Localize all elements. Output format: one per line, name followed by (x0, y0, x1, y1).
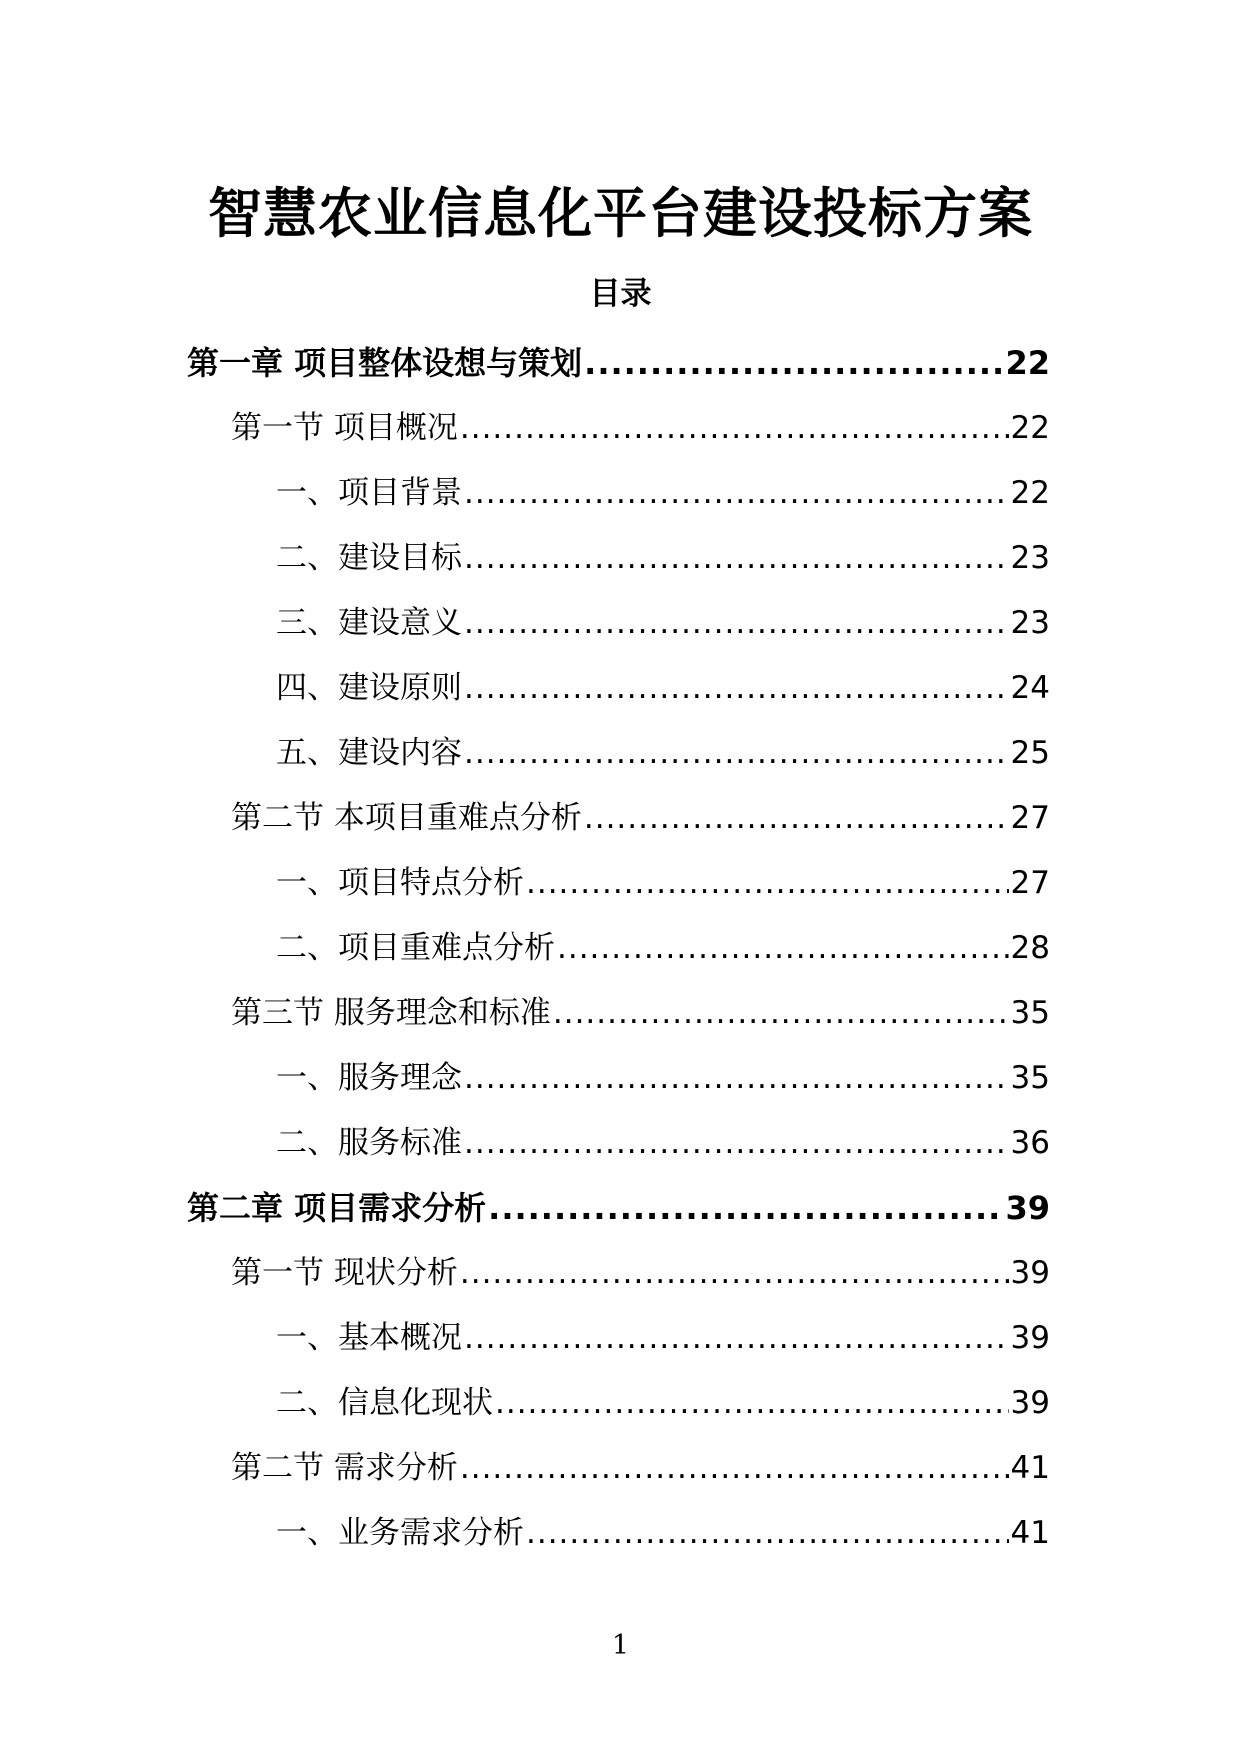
toc-entry-subsection[interactable] (0, 460, 1241, 525)
toc-entry-page: 39 (1010, 1319, 1050, 1356)
toc-dot-leader (464, 1056, 1009, 1100)
toc-entry-section[interactable] (0, 1240, 1241, 1305)
toc-entry-text: 一、项目特点分析 (276, 864, 524, 901)
toc-entry-subsection[interactable] (0, 850, 1241, 915)
toc-dot-leader (488, 1186, 1003, 1230)
toc-entry-page: 22 (1010, 474, 1050, 511)
toc-entry-text: 四、建设原则 (276, 669, 462, 706)
toc-entry-text: 二、建设目标 (276, 539, 462, 576)
toc-dot-leader (464, 731, 1009, 775)
toc-entry-page: 41 (1010, 1449, 1050, 1486)
toc-entry-text: 二、服务标准 (276, 1124, 462, 1161)
toc-entry-text: 第二章 项目需求分析 (187, 1188, 487, 1227)
toc-entry-text: 第二节 本项目重难点分析 (231, 799, 582, 836)
toc-entry-text: 第一节 项目概况 (231, 409, 458, 446)
table-of-contents (0, 330, 1241, 1565)
toc-dot-leader (495, 1381, 1009, 1425)
toc-entry-subsection[interactable] (0, 1110, 1241, 1175)
toc-dot-leader (464, 1121, 1009, 1165)
toc-entry-chapter[interactable] (0, 330, 1241, 395)
toc-dot-leader (464, 471, 1009, 515)
toc-entry-page: 25 (1010, 734, 1050, 771)
toc-entry-subsection[interactable] (0, 525, 1241, 590)
toc-entry-text: 第一节 现状分析 (231, 1254, 458, 1291)
toc-heading: 目录 (589, 276, 652, 312)
toc-entry-text: 第三节 服务理念和标准 (231, 994, 551, 1031)
toc-dot-leader (464, 1316, 1009, 1360)
toc-entry-text: 第二节 需求分析 (231, 1449, 458, 1486)
toc-entry-page: 27 (1010, 864, 1050, 901)
toc-entry-text: 五、建设内容 (276, 734, 462, 771)
toc-entry-subsection[interactable] (0, 1370, 1241, 1435)
toc-dot-leader (464, 601, 1009, 645)
toc-entry-section[interactable] (0, 1435, 1241, 1500)
toc-entry-text: 一、基本概况 (276, 1319, 462, 1356)
toc-entry-page: 22 (1010, 409, 1050, 446)
toc-entry-text: 二、项目重难点分析 (276, 929, 555, 966)
toc-entry-page: 36 (1010, 1124, 1050, 1161)
toc-entry-subsection[interactable] (0, 590, 1241, 655)
toc-entry-page: 23 (1010, 604, 1050, 641)
toc-entry-text: 一、服务理念 (276, 1059, 462, 1096)
toc-entry-page: 28 (1010, 929, 1050, 966)
toc-entry-page: 24 (1010, 669, 1050, 706)
toc-dot-leader (553, 991, 1009, 1035)
toc-dot-leader (464, 536, 1009, 580)
toc-dot-leader (526, 861, 1009, 905)
toc-entry-chapter[interactable] (0, 1175, 1241, 1240)
toc-entry-text: 一、项目背景 (276, 474, 462, 511)
toc-entry-page: 27 (1010, 799, 1050, 836)
toc-entry-text: 三、建设意义 (276, 604, 462, 641)
toc-entry-text: 第一章 项目整体设想与策划 (187, 343, 583, 382)
toc-entry-subsection[interactable] (0, 1305, 1241, 1370)
toc-entry-subsection[interactable] (0, 915, 1241, 980)
toc-entry-subsection[interactable] (0, 1045, 1241, 1110)
toc-entry-subsection[interactable] (0, 1500, 1241, 1565)
toc-entry-text: 一、业务需求分析 (276, 1514, 524, 1551)
toc-dot-leader (460, 406, 1009, 450)
toc-dot-leader (464, 666, 1009, 710)
toc-entry-page: 39 (1010, 1384, 1050, 1421)
toc-entry-page: 39 (1005, 1188, 1050, 1227)
toc-dot-leader (526, 1511, 1009, 1555)
toc-entry-subsection[interactable] (0, 655, 1241, 720)
toc-dot-leader (557, 926, 1009, 970)
page-number: 1 (611, 1630, 630, 1661)
toc-dot-leader (460, 1251, 1009, 1295)
toc-entry-page: 35 (1010, 1059, 1050, 1096)
toc-dot-leader (584, 796, 1009, 840)
toc-entry-page: 22 (1005, 343, 1050, 382)
toc-entry-subsection[interactable] (0, 720, 1241, 785)
toc-entry-section[interactable] (0, 980, 1241, 1045)
toc-entry-page: 41 (1010, 1514, 1050, 1551)
toc-entry-text: 二、信息化现状 (276, 1384, 493, 1421)
toc-entry-page: 35 (1010, 994, 1050, 1031)
toc-entry-section[interactable] (0, 395, 1241, 460)
document-title: 智慧农业信息化平台建设投标方案 (208, 182, 1033, 245)
toc-dot-leader (460, 1446, 1009, 1490)
toc-entry-section[interactable] (0, 785, 1241, 850)
toc-entry-page: 39 (1010, 1254, 1050, 1291)
toc-entry-page: 23 (1010, 539, 1050, 576)
toc-dot-leader (584, 341, 1003, 385)
